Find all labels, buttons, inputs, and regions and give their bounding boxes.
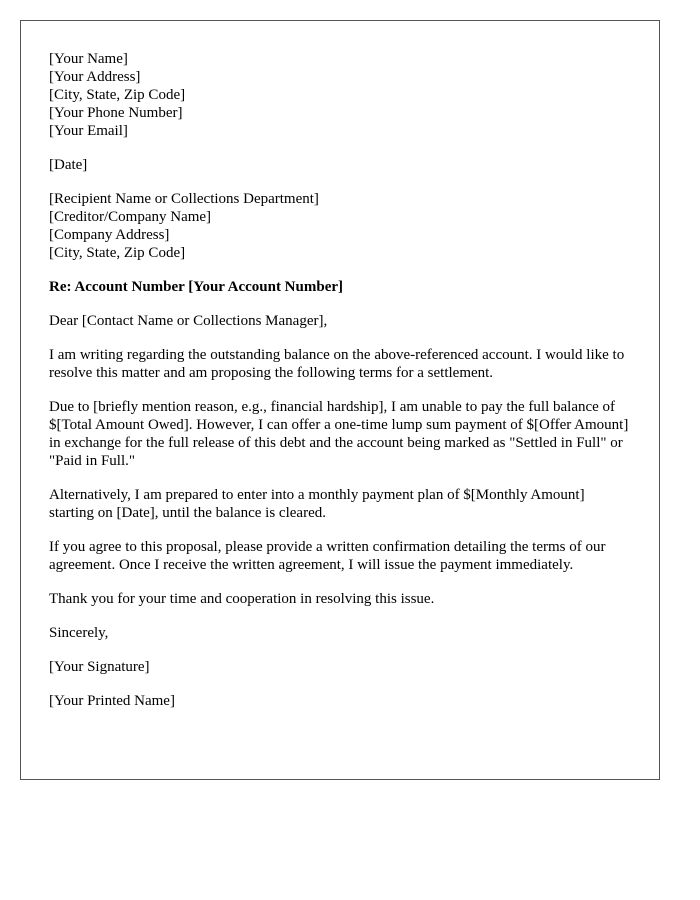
date-block [49,156,631,174]
body-paragraph-offer: Due to [briefly mention reason, e.g., financial hardship], I am unable to pay the full balance of $[Total Amount Owed]. However, I can offer a one-time lump sum payment of $[Offer Amount] in exchange for the full release of this debt and the account being marked as "Settled in Full" or "Paid in Full." [49,399,629,469]
recipient-city-state-zip: [City, State, Zip Code] [49,245,186,261]
letter-date: [Date] [49,157,88,173]
sender-email: [Your Email] [49,123,128,139]
subject-line: Re: Account Number [Your Account Number] [49,279,344,295]
salutation: Dear [Contact Name or Collections Manager], [49,313,328,329]
recipient-address: [Company Address] [49,227,170,243]
sender-block [49,50,631,140]
sender-city-state-zip: [City, State, Zip Code] [49,87,186,103]
body-paragraph-payment-plan: Alternatively, I am prepared to enter into a monthly payment plan of $[Monthly Amount] starting on [Date], until the balance is cleared. [49,487,585,521]
letter-page [20,20,660,780]
body-paragraph-confirmation: If you agree to this proposal, please provide a written confirmation detailing the terms of our agreement. Once I receive the written agreement, I will issue the payment immediately. [49,539,606,573]
body-paragraph-thanks: Thank you for your time and cooperation in resolving this issue. [49,591,435,607]
recipient-company: [Creditor/Company Name] [49,209,212,225]
closing: Sincerely, [49,625,109,641]
sender-name: [Your Name] [49,51,128,67]
sender-address: [Your Address] [49,69,141,85]
signature: [Your Signature] [49,659,150,675]
body-paragraph-intro: I am writing regarding the outstanding balance on the above-referenced account. I would like to resolve this matter and am proposing the following terms for a settlement. [49,347,625,381]
sender-phone: [Your Phone Number] [49,105,183,121]
recipient-name: [Recipient Name or Collections Department] [49,191,319,207]
recipient-block [49,190,631,262]
printed-name: [Your Printed Name] [49,693,175,709]
